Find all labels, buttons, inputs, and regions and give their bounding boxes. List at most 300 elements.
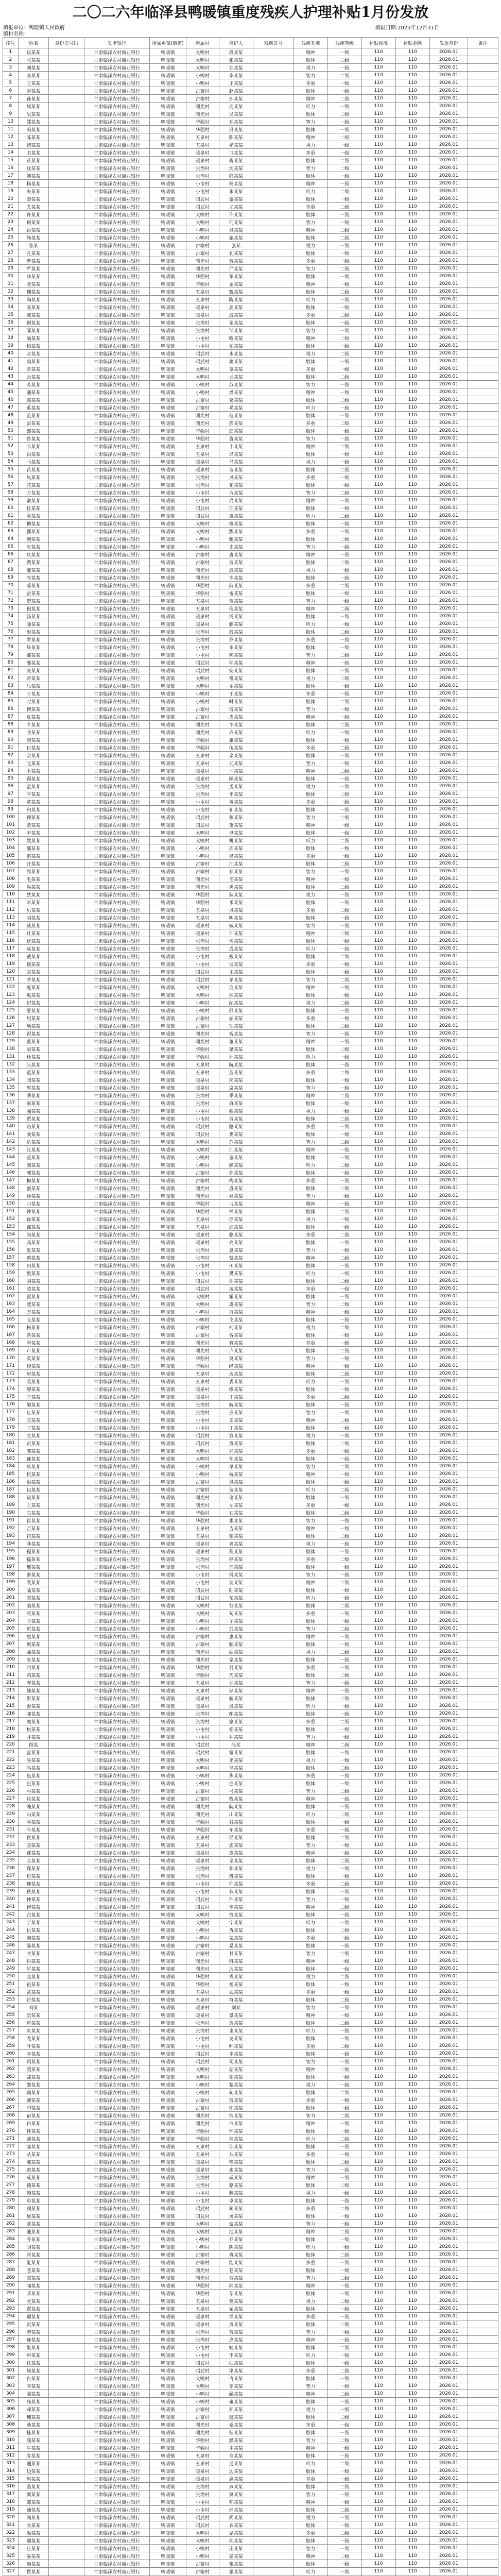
table-cell: 235 bbox=[3, 1857, 19, 1865]
table-cell: 甘肃临泽农村商业银行 bbox=[84, 2506, 150, 2514]
table-cell bbox=[49, 1826, 84, 1834]
table-row bbox=[3, 2351, 498, 2359]
table-cell: 卞某某 bbox=[18, 721, 49, 728]
table-cell: 110 bbox=[361, 2514, 395, 2521]
table-row bbox=[3, 1092, 498, 1099]
table-cell bbox=[49, 844, 84, 852]
table-cell bbox=[253, 296, 293, 303]
table-cell: 昭武村 bbox=[186, 512, 219, 520]
table-cell: 甘肃临泽农村商业银行 bbox=[84, 2081, 150, 2089]
table-cell: 甘肃临泽农村商业银行 bbox=[84, 87, 150, 95]
table-cell: 鸭暖镇 bbox=[150, 157, 186, 164]
table-cell: 甘肃临泽农村商业银行 bbox=[84, 2297, 150, 2305]
table-cell: 多重 bbox=[293, 1177, 327, 1184]
table-row bbox=[3, 2313, 498, 2320]
table-cell: 甘肃临泽农村商业银行 bbox=[84, 1926, 150, 1934]
table-cell: 劳某某 bbox=[18, 2328, 49, 2336]
table-cell: 二级 bbox=[327, 2135, 361, 2143]
table-cell: 鸭暖镇 bbox=[150, 2150, 186, 2158]
table-cell: 阴某某 bbox=[219, 2243, 253, 2251]
table-cell: 曹某某 bbox=[219, 257, 253, 265]
table-cell: 郗某某 bbox=[219, 1865, 253, 1872]
table-cell: 荣某某 bbox=[18, 1594, 49, 1602]
table-cell: 321 bbox=[3, 2521, 19, 2529]
table-cell: 樊某某 bbox=[219, 1269, 253, 1277]
table-cell: 甘肃临泽农村商业银行 bbox=[84, 852, 150, 860]
table-cell: 313 bbox=[3, 2460, 19, 2467]
table-cell: 110 bbox=[361, 1942, 395, 1950]
table-cell: 封某某 bbox=[219, 1664, 253, 1671]
table-cell bbox=[468, 551, 498, 558]
table-cell: 110 bbox=[361, 2405, 395, 2413]
table-cell: 小鸭村 bbox=[186, 543, 219, 551]
table-row bbox=[3, 311, 498, 319]
table-cell: 曙光村 bbox=[186, 1803, 219, 1810]
table-cell bbox=[253, 852, 293, 860]
table-cell: 於某某 bbox=[18, 1625, 49, 1633]
table-cell: 二级 bbox=[327, 976, 361, 984]
table-cell: 秦某某 bbox=[219, 195, 253, 203]
table-cell: 昭武村 bbox=[186, 2521, 219, 2529]
meta-unit: 填报单位：鸭暖镇人民政府 bbox=[3, 25, 65, 31]
table-cell bbox=[468, 1192, 498, 1200]
table-cell: 肢体 bbox=[293, 1478, 327, 1486]
table-cell: 甘肃临泽农村商业银行 bbox=[84, 535, 150, 543]
table-row bbox=[3, 2035, 498, 2042]
table-cell: 暖泉村 bbox=[186, 466, 219, 473]
table-cell: 鸭暖镇 bbox=[150, 2158, 186, 2166]
table-cell bbox=[49, 728, 84, 736]
table-cell: 束某某 bbox=[219, 2027, 253, 2035]
table-cell: 鸭暖镇 bbox=[150, 1424, 186, 1432]
table-cell: 110 bbox=[395, 582, 429, 589]
table-cell bbox=[468, 1640, 498, 1648]
table-cell: 巫某某 bbox=[18, 1756, 49, 1764]
table-cell: 110 bbox=[395, 1262, 429, 1269]
table-cell: 甘肃临泽农村商业银行 bbox=[84, 1517, 150, 1524]
table-cell: 宋某某 bbox=[18, 968, 49, 976]
table-cell: 古寨村 bbox=[186, 1478, 219, 1486]
table-row bbox=[3, 358, 498, 365]
table-cell: 鸭暖镇 bbox=[150, 1069, 186, 1076]
table-cell: 110 bbox=[395, 1486, 429, 1494]
table-cell bbox=[468, 48, 498, 56]
table-cell: 暖泉村 bbox=[186, 1239, 219, 1246]
table-cell: 110 bbox=[395, 1285, 429, 1293]
table-cell: 171 bbox=[3, 1362, 19, 1370]
table-cell: 甘肃临泽农村商业银行 bbox=[84, 1756, 150, 1764]
table-cell: 2026.01 bbox=[429, 1200, 468, 1208]
table-cell: 二级 bbox=[327, 558, 361, 566]
table-cell: 2026.01 bbox=[429, 2019, 468, 2027]
table-cell: 暖泉村 bbox=[186, 929, 219, 937]
table-cell bbox=[468, 1308, 498, 1316]
table-row bbox=[3, 249, 498, 257]
table-cell: 鸭暖镇 bbox=[150, 821, 186, 829]
table-cell: 曹某某 bbox=[18, 257, 49, 265]
table-cell: 甘肃临泽农村商业银行 bbox=[84, 412, 150, 419]
table-cell: 五泉村 bbox=[186, 759, 219, 767]
table-cell: 多重 bbox=[293, 2150, 327, 2158]
table-cell: 听力 bbox=[293, 512, 327, 520]
table-cell: 2026.01 bbox=[429, 558, 468, 566]
table-cell: 甘肃临泽农村商业银行 bbox=[84, 2460, 150, 2467]
table-cell: 张湾村 bbox=[186, 1710, 219, 1718]
table-row bbox=[3, 2050, 498, 2058]
table-cell: 甘肃临泽农村商业银行 bbox=[84, 2382, 150, 2390]
table-cell: 郑某某 bbox=[219, 118, 253, 126]
table-cell: 江某某 bbox=[219, 1146, 253, 1154]
table-cell: 2026.01 bbox=[429, 466, 468, 473]
table-cell: 姜某某 bbox=[219, 303, 253, 311]
table-cell: 110 bbox=[395, 1764, 429, 1772]
table-cell: 2026.01 bbox=[429, 1161, 468, 1169]
table-cell: 甘肃临泽农村商业银行 bbox=[84, 288, 150, 296]
table-cell: 鸭暖镇 bbox=[150, 427, 186, 435]
table-cell: 鸭暖镇 bbox=[150, 489, 186, 497]
table-cell: 143 bbox=[3, 1146, 19, 1154]
table-cell bbox=[49, 2259, 84, 2266]
table-cell bbox=[49, 365, 84, 373]
table-cell bbox=[49, 1293, 84, 1300]
table-cell: 110 bbox=[395, 1432, 429, 1439]
table-row bbox=[3, 1772, 498, 1780]
table-cell bbox=[49, 2351, 84, 2359]
table-cell: 2026.01 bbox=[429, 1439, 468, 1447]
table-cell: 一级 bbox=[327, 690, 361, 698]
table-cell: 125 bbox=[3, 1007, 19, 1014]
table-cell: 甘肃临泽农村商业银行 bbox=[84, 1625, 150, 1633]
table-cell: 222 bbox=[3, 1756, 19, 1764]
table-cell: 昭武村 bbox=[186, 2359, 219, 2367]
table-cell: 110 bbox=[361, 1161, 395, 1169]
table-cell: 2026.01 bbox=[429, 1718, 468, 1725]
table-cell: 110 bbox=[361, 582, 395, 589]
table-cell: 110 bbox=[395, 2375, 429, 2382]
table-cell bbox=[468, 736, 498, 744]
table-cell bbox=[253, 311, 293, 319]
table-row bbox=[3, 2019, 498, 2027]
table-cell: 张湾村 bbox=[186, 2174, 219, 2181]
table-cell: 肢体 bbox=[293, 1694, 327, 1702]
table-cell: 刘某 bbox=[219, 2004, 253, 2011]
table-cell bbox=[253, 1154, 293, 1161]
table-cell: 小屯村 bbox=[186, 1424, 219, 1432]
table-cell: 华强村 bbox=[186, 1053, 219, 1061]
table-cell: 110 bbox=[361, 1911, 395, 1919]
table-cell: 昭武村 bbox=[186, 2050, 219, 2058]
table-row bbox=[3, 2274, 498, 2282]
table-cell bbox=[253, 303, 293, 311]
table-cell: 韦某某 bbox=[18, 443, 49, 450]
table-cell: 羿某某 bbox=[18, 1679, 49, 1687]
table-cell: 大鸭村 bbox=[186, 829, 219, 837]
table-cell: 110 bbox=[361, 350, 395, 358]
table-cell: 2026.01 bbox=[429, 806, 468, 814]
table-cell: 110 bbox=[361, 79, 395, 87]
table-cell: 210 bbox=[3, 1664, 19, 1671]
table-cell: 视力 bbox=[293, 1107, 327, 1115]
column-header: 身份证号码 bbox=[49, 38, 84, 48]
table-cell: 110 bbox=[395, 388, 429, 396]
table-cell bbox=[253, 450, 293, 458]
table-cell: 肢体 bbox=[293, 1293, 327, 1300]
table-cell bbox=[253, 535, 293, 543]
table-cell: 张湾村 bbox=[186, 481, 219, 489]
table-cell: 2026.01 bbox=[429, 1362, 468, 1370]
table-cell: 鸭暖镇 bbox=[150, 72, 186, 79]
table-cell: 2026.01 bbox=[429, 1996, 468, 2004]
table-cell bbox=[253, 659, 293, 667]
table-cell bbox=[253, 1950, 293, 1957]
table-cell: 244 bbox=[3, 1926, 19, 1934]
table-row bbox=[3, 1501, 498, 1509]
table-cell: 148 bbox=[3, 1184, 19, 1192]
table-cell: 鸭暖镇 bbox=[150, 1208, 186, 1215]
table-cell: 鸭暖镇 bbox=[150, 1571, 186, 1579]
table-cell: 2026.01 bbox=[429, 759, 468, 767]
table-cell: 曙光村 bbox=[186, 1030, 219, 1038]
table-cell: 听力 bbox=[293, 620, 327, 628]
table-cell: 华强村 bbox=[186, 1517, 219, 1524]
table-cell: 华强村 bbox=[186, 736, 219, 744]
table-cell: 110 bbox=[395, 1772, 429, 1780]
table-cell bbox=[49, 1169, 84, 1177]
table-cell: 110 bbox=[395, 1354, 429, 1362]
table-cell bbox=[253, 1919, 293, 1926]
table-cell: 曙光村 bbox=[186, 1038, 219, 1045]
table-cell: 104 bbox=[3, 844, 19, 852]
table-cell bbox=[468, 1803, 498, 1810]
table-cell: 甘肃临泽农村商业银行 bbox=[84, 2011, 150, 2019]
table-cell: 110 bbox=[361, 2081, 395, 2089]
table-cell: 110 bbox=[361, 1331, 395, 1339]
table-cell: 童某某 bbox=[219, 1154, 253, 1161]
table-cell: 凤某某 bbox=[18, 473, 49, 481]
table-cell bbox=[49, 1903, 84, 1911]
table-cell: 甘肃临泽农村商业银行 bbox=[84, 636, 150, 643]
table-cell: 云某某 bbox=[219, 373, 253, 381]
table-cell: 110 bbox=[361, 1099, 395, 1107]
table-cell: 160 bbox=[3, 1277, 19, 1285]
table-cell: 73 bbox=[3, 605, 19, 613]
table-cell: 110 bbox=[395, 999, 429, 1007]
table-cell: 甘肃临泽农村商业银行 bbox=[84, 806, 150, 814]
table-cell: 110 bbox=[395, 605, 429, 613]
table-cell: 110 bbox=[395, 783, 429, 790]
table-cell: 一级 bbox=[327, 1200, 361, 1208]
table-cell: 一级 bbox=[327, 1895, 361, 1903]
table-cell: 110 bbox=[395, 860, 429, 868]
table-cell bbox=[49, 188, 84, 195]
table-cell: 一级 bbox=[327, 1965, 361, 1973]
table-cell: 110 bbox=[395, 2150, 429, 2158]
table-cell: 傅某某 bbox=[219, 705, 253, 713]
table-row bbox=[3, 504, 498, 512]
table-cell: 2026.01 bbox=[429, 350, 468, 358]
table-cell: 193 bbox=[3, 1532, 19, 1540]
table-cell: 甘肃临泽农村商业银行 bbox=[84, 1579, 150, 1586]
table-cell: 管某某 bbox=[219, 1339, 253, 1347]
table-cell: 110 bbox=[361, 396, 395, 404]
table-cell: 二级 bbox=[327, 628, 361, 636]
table-cell: 110 bbox=[361, 543, 395, 551]
table-cell: 马某某 bbox=[219, 458, 253, 466]
table-cell: 蒲某某 bbox=[219, 2135, 253, 2143]
table-cell: 一级 bbox=[327, 1293, 361, 1300]
table-cell: 肢体 bbox=[293, 1656, 327, 1664]
table-cell: 一级 bbox=[327, 1594, 361, 1602]
table-cell: 110 bbox=[361, 226, 395, 234]
table-cell: 甘肃临泽农村商业银行 bbox=[84, 1880, 150, 1888]
table-cell: 小屯村 bbox=[186, 1571, 219, 1579]
table-cell bbox=[468, 899, 498, 906]
table-cell: 张某某 bbox=[18, 56, 49, 64]
table-cell: 大鸭村 bbox=[186, 1911, 219, 1919]
table-cell: 狄某某 bbox=[18, 891, 49, 899]
table-cell: 一级 bbox=[327, 1725, 361, 1733]
table-cell: 安某某 bbox=[18, 667, 49, 674]
table-cell: 110 bbox=[361, 1177, 395, 1184]
table-cell bbox=[468, 1942, 498, 1950]
table-cell bbox=[49, 2019, 84, 2027]
table-cell bbox=[468, 1154, 498, 1161]
table-cell: 小屯村 bbox=[186, 497, 219, 504]
table-cell: 233 bbox=[3, 1841, 19, 1849]
table-row bbox=[3, 1184, 498, 1192]
table-cell: 甘肃临泽农村商业银行 bbox=[84, 1841, 150, 1849]
table-cell: 小屯村 bbox=[186, 1269, 219, 1277]
table-cell: 甘肃临泽农村商业银行 bbox=[84, 512, 150, 520]
table-cell: 曙光村 bbox=[186, 1957, 219, 1965]
table-cell bbox=[468, 2112, 498, 2120]
table-cell: 鸭暖镇 bbox=[150, 412, 186, 419]
table-cell: 一级 bbox=[327, 2359, 361, 2367]
table-cell: 史某某 bbox=[18, 543, 49, 551]
table-cell: 一级 bbox=[327, 1872, 361, 1880]
table-row bbox=[3, 2058, 498, 2065]
table-cell: 2026.01 bbox=[429, 2011, 468, 2019]
table-cell: 雍某某 bbox=[219, 2398, 253, 2405]
table-cell: 110 bbox=[361, 1061, 395, 1069]
table-cell: 听力 bbox=[293, 2351, 327, 2359]
table-cell: 鸭暖镇 bbox=[150, 48, 186, 56]
table-cell: 2026.01 bbox=[429, 798, 468, 806]
table-cell bbox=[468, 1339, 498, 1347]
table-cell: 110 bbox=[361, 620, 395, 628]
table-cell: 包某某 bbox=[219, 1486, 253, 1494]
table-cell: 大鸭村 bbox=[186, 2228, 219, 2235]
table-cell: 鸭暖镇 bbox=[150, 1223, 186, 1231]
table-cell: 2026.01 bbox=[429, 2320, 468, 2328]
table-cell: 鸭暖镇 bbox=[150, 2452, 186, 2460]
table-cell bbox=[468, 1648, 498, 1656]
table-cell: 曙光村 bbox=[186, 1656, 219, 1664]
table-cell bbox=[253, 914, 293, 922]
table-cell: 2026.01 bbox=[429, 643, 468, 651]
table-cell bbox=[468, 2514, 498, 2521]
table-cell: 二级 bbox=[327, 466, 361, 473]
table-cell: 2026.01 bbox=[429, 868, 468, 875]
table-cell: 一级 bbox=[327, 2212, 361, 2220]
table-cell bbox=[49, 296, 84, 303]
table-cell bbox=[49, 713, 84, 721]
table-row bbox=[3, 2390, 498, 2398]
table-cell: 袁某某 bbox=[219, 512, 253, 520]
table-cell: 110 bbox=[361, 1007, 395, 1014]
table-cell: 沈某某 bbox=[219, 164, 253, 172]
table-cell bbox=[49, 265, 84, 273]
table-cell: 五泉村 bbox=[186, 133, 219, 141]
table-cell: 110 bbox=[395, 497, 429, 504]
table-cell bbox=[49, 1038, 84, 1045]
table-cell: 甘肃临泽农村商业银行 bbox=[84, 1687, 150, 1694]
table-cell: 2026.01 bbox=[429, 1640, 468, 1648]
table-cell: 甘肃临泽农村商业银行 bbox=[84, 698, 150, 705]
table-cell bbox=[253, 1671, 293, 1679]
table-cell: 彭某某 bbox=[18, 419, 49, 427]
table-cell: 2026.01 bbox=[429, 1370, 468, 1378]
table-cell: 14 bbox=[3, 149, 19, 157]
table-row bbox=[3, 1316, 498, 1324]
table-cell bbox=[468, 2506, 498, 2514]
table-cell bbox=[49, 2568, 84, 2575]
table-row bbox=[3, 1988, 498, 1996]
table-cell: 2026.01 bbox=[429, 473, 468, 481]
table-cell: 50 bbox=[3, 427, 19, 435]
table-cell bbox=[253, 218, 293, 226]
table-cell: 杜某某 bbox=[18, 1053, 49, 1061]
table-cell bbox=[253, 1664, 293, 1671]
table-cell: 110 bbox=[361, 1416, 395, 1424]
table-cell bbox=[468, 1169, 498, 1177]
table-row bbox=[3, 1053, 498, 1061]
table-cell: 鸭暖镇 bbox=[150, 265, 186, 273]
table-cell: 鸭暖镇 bbox=[150, 1262, 186, 1269]
table-cell bbox=[49, 1285, 84, 1293]
table-cell: 110 bbox=[395, 2065, 429, 2073]
table-cell: 118 bbox=[3, 953, 19, 960]
table-cell: 刘某某 bbox=[18, 64, 49, 72]
table-row bbox=[3, 1478, 498, 1486]
table-cell: 华强村 bbox=[186, 2127, 219, 2135]
table-cell: 甘肃临泽农村商业银行 bbox=[84, 1988, 150, 1996]
table-cell: 石某某 bbox=[219, 1509, 253, 1517]
table-cell: 精神 bbox=[293, 1416, 327, 1424]
table-cell: 蔺某某 bbox=[18, 2205, 49, 2212]
table-cell: 视力 bbox=[293, 64, 327, 72]
table-cell: 宓某某 bbox=[219, 1841, 253, 1849]
table-cell: 肢体 bbox=[293, 1563, 327, 1571]
table-cell: 110 bbox=[361, 2336, 395, 2344]
table-cell: 鸭暖镇 bbox=[150, 466, 186, 473]
table-cell bbox=[49, 2320, 84, 2328]
table-cell: 甘肃临泽农村商业银行 bbox=[84, 1609, 150, 1617]
table-cell: 视力 bbox=[293, 2514, 327, 2521]
table-cell: 2026.01 bbox=[429, 767, 468, 775]
table-cell: 五泉村 bbox=[186, 2305, 219, 2313]
table-cell: 汪某某 bbox=[219, 860, 253, 868]
table-cell: 284 bbox=[3, 2235, 19, 2243]
table-cell bbox=[253, 1996, 293, 2004]
table-cell bbox=[49, 2483, 84, 2490]
table-cell: 精神 bbox=[293, 1200, 327, 1208]
table-cell: 110 bbox=[395, 2297, 429, 2305]
table-cell: 鸭暖镇 bbox=[150, 1795, 186, 1803]
table-cell: 印某某 bbox=[18, 2104, 49, 2112]
table-cell: 视力 bbox=[293, 2297, 327, 2305]
table-cell: 鸭暖镇 bbox=[150, 1200, 186, 1208]
